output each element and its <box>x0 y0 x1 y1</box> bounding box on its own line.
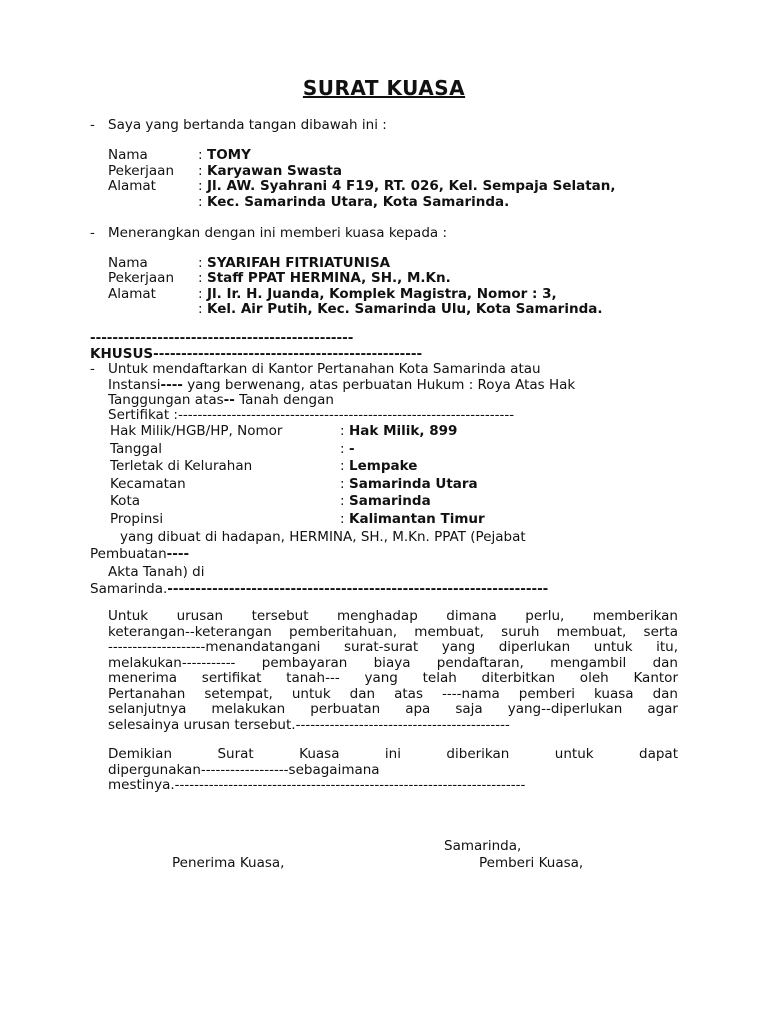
cert-label-tanggal: Tanggal <box>110 441 163 457</box>
grantee-alamat-line1: Jl. Ir. H. Juanda, Komplek Magistra, Nomor : 3, <box>207 286 557 302</box>
colon: : <box>340 511 345 527</box>
purpose-line3 <box>108 392 334 408</box>
grantor-alamat-line1: Jl. AW. Syahrani 4 F19, RT. 026, Kel. Sempaja Selatan, <box>207 178 616 194</box>
grantee-alamat-label: Alamat <box>108 286 156 302</box>
colon: : <box>340 441 345 457</box>
sertifikat-line: Sertifikat :--------------------------------------------------------------------- <box>108 407 515 423</box>
colon: : <box>198 194 203 210</box>
intro-grantor: Saya yang bertanda tangan dibawah ini : <box>108 117 387 133</box>
made-line2-dashes: ---- <box>166 546 190 562</box>
made-line4 <box>90 581 548 597</box>
made-line4-text: Samarinda. <box>90 581 168 597</box>
purpose-line3-rest: Tanah dengan <box>234 392 334 408</box>
grantor-alamat-line2: Kec. Samarinda Utara, Kota Samarinda. <box>207 194 510 210</box>
grantee-nama-label: Nama <box>108 255 148 271</box>
purpose-line1: Untuk mendaftarkan di Kantor Pertanahan Kota Samarinda atau <box>108 361 541 377</box>
grantee-pekerjaan: Staff PPAT HERMINA, SH., M.Kn. <box>207 270 451 286</box>
cert-value-nomor: Hak Milik, 899 <box>349 423 458 439</box>
made-line1: yang dibuat di hadapan, HERMINA, SH., M.Kn. PPAT (Pejabat <box>120 529 526 545</box>
purpose-line3-dashes: -- <box>223 392 235 408</box>
para1-line: selanjutnya melakukan perbuatan apa saja yang--diperlukan agar <box>108 701 678 717</box>
para2-line: dipergunakan------------------sebagaimana <box>108 761 380 778</box>
khusus-dashes: ------------------------------------------------ <box>153 346 423 362</box>
made-line4-dashes: -------------------------------------------------------------------- <box>167 581 549 597</box>
intro-grantee: Menerangkan dengan ini memberi kuasa kepada : <box>108 225 448 241</box>
cert-value-propinsi: Kalimantan Timur <box>349 511 485 527</box>
pemberi-kuasa-label: Pemberi Kuasa, <box>479 855 584 871</box>
paragraph-authority <box>108 609 678 733</box>
para1-line: menerima sertifikat tanah--- yang telah diterbitkan oleh Kantor <box>108 670 678 686</box>
para1-line: selesainya urusan tersebut.-------------------------------------------- <box>108 716 510 733</box>
colon: : <box>340 493 345 509</box>
para1-line: Untuk urusan tersebut menghadap dimana perlu, memberikan <box>108 608 678 624</box>
made-line2-text: Pembuatan <box>90 546 167 562</box>
cert-label-propinsi: Propinsi <box>110 511 164 527</box>
grantor-pekerjaan: Karyawan Swasta <box>207 163 342 179</box>
cert-label-nomor: Hak Milik/HGB/HP, Nomor <box>110 423 283 439</box>
para1-line: keterangan--keterangan pemberitahuan, membuat, suruh membuat, serta <box>108 623 678 640</box>
para1-line: Pertanahan setempat, untuk dan atas ----nama pemberi kuasa dan <box>108 685 678 702</box>
colon: : <box>198 255 203 271</box>
colon: : <box>198 301 203 317</box>
grantee-pekerjaan-label: Pekerjaan <box>108 270 175 286</box>
colon: : <box>198 270 203 286</box>
cert-label-kelurahan: Terletak di Kelurahan <box>110 458 253 474</box>
colon: : <box>340 423 345 439</box>
para1-line: melakukan----------- pembayaran biaya pendaftaran, mengambil dan <box>108 654 678 671</box>
purpose-line2 <box>108 377 575 393</box>
cert-label-kota: Kota <box>110 493 141 509</box>
separator-line: ----------------------------------------------- <box>90 330 354 346</box>
colon: : <box>198 163 203 179</box>
grantor-alamat-label: Alamat <box>108 178 156 194</box>
cert-value-tanggal: - <box>349 441 355 457</box>
penerima-kuasa-label: Penerima Kuasa, <box>172 855 285 871</box>
grantor-nama-label: Nama <box>108 147 148 163</box>
purpose-line2-text: Instansi <box>108 377 161 393</box>
bullet-dash: - <box>90 225 95 241</box>
grantee-nama: SYARIFAH FITRIATUNISA <box>207 255 391 271</box>
purpose-line2-dashes: ---- <box>160 377 183 393</box>
para2-line: Demikian Surat Kuasa ini diberikan untuk dapat <box>108 746 678 762</box>
document-title: SURAT KUASA <box>302 76 466 100</box>
grantee-alamat-line2: Kel. Air Putih, Kec. Samarinda Ulu, Kota Samarinda. <box>207 301 603 317</box>
bullet-dash: - <box>90 361 95 377</box>
made-line3: Akta Tanah) di <box>108 564 205 580</box>
colon: : <box>198 178 203 194</box>
para2-line: mestinya.------------------------------------------------------------------------ <box>108 777 526 793</box>
colon: : <box>340 458 345 474</box>
bullet-dash: - <box>90 117 95 133</box>
khusus-heading <box>90 346 422 362</box>
paragraph-closing <box>108 747 678 794</box>
cert-value-kecamatan: Samarinda Utara <box>349 476 478 492</box>
purpose-line3-text: Tanggungan atas <box>108 392 224 408</box>
signature-place: Samarinda, <box>444 838 522 854</box>
cert-label-kecamatan: Kecamatan <box>110 476 186 492</box>
khusus-label: KHUSUS <box>90 346 154 362</box>
grantor-pekerjaan-label: Pekerjaan <box>108 163 175 179</box>
colon: : <box>340 476 345 492</box>
purpose-line2-rest: yang berwenang, atas perbuatan Hukum : Roya Atas Hak <box>182 377 576 393</box>
para1-line: --------------------menandatangani surat-surat yang diperlukan untuk itu, <box>108 639 678 655</box>
colon: : <box>198 147 203 163</box>
cert-value-kelurahan: Lempake <box>349 458 418 474</box>
made-line2 <box>90 546 189 562</box>
colon: : <box>198 286 203 302</box>
grantor-nama: TOMY <box>207 147 251 163</box>
cert-value-kota: Samarinda <box>349 493 431 509</box>
